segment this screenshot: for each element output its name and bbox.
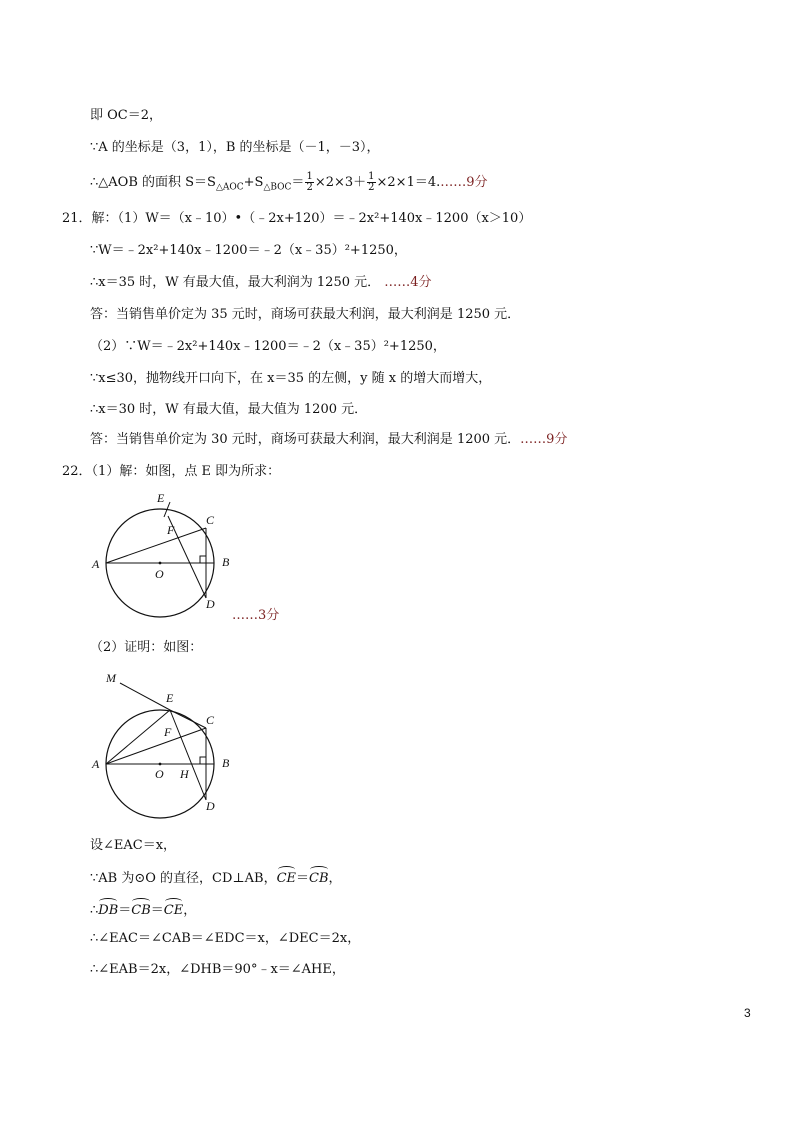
label-m: M (106, 671, 116, 685)
area-sub-boc: △BOC (263, 182, 292, 193)
frac-num: 1 (368, 171, 375, 182)
label-o: O (155, 767, 164, 781)
frac-num: 1 (306, 171, 313, 182)
arc-ce: CE (164, 898, 183, 921)
label-f: F (164, 725, 172, 739)
line-area (90, 172, 488, 198)
line-w-vertex: ∵W＝﹣2x²+140x﹣1200＝﹣2（x﹣35）²+1250， (90, 243, 407, 258)
segment-ae (106, 710, 170, 764)
arc-cb: CB (131, 898, 151, 921)
line-oc: 即 OC＝2， (90, 108, 163, 123)
page-number: 3 (744, 1006, 751, 1020)
line-end: ， (328, 871, 342, 886)
arc-cb: CB (309, 866, 329, 889)
label-e: E (157, 491, 165, 505)
area-end: ×2×1＝4. (376, 175, 441, 190)
answer-1: 答：当销售单价定为 35 元时，商场可获最大利润，最大利润是 1250 元． (90, 307, 521, 322)
arc-equals: ＝ (150, 903, 164, 918)
area-eq: ＝ (291, 175, 305, 190)
label-h: H (180, 767, 189, 781)
fraction-half-1 (305, 172, 313, 193)
center-dot (159, 562, 162, 565)
diameter-text: ∵AB 为⊙O 的直径，CD⊥AB， (90, 871, 277, 886)
label-o: O (155, 567, 164, 581)
right-angle-mark (200, 757, 206, 764)
max-profit-text: ∴x＝35 时，W 有最大值，最大利润为 1250 元． (90, 275, 381, 290)
figure-2 (88, 664, 248, 824)
therefore: ∴ (90, 903, 99, 918)
line-proof: （2）证明：如图： (90, 640, 203, 655)
label-f: F (167, 523, 175, 537)
segment-ed (170, 710, 206, 800)
area-sub-aoc: △AOC (215, 182, 244, 193)
label-e: E (166, 691, 174, 705)
answer-2-text: 答：当销售单价定为 30 元时，商场可获最大利润，最大利润是 1200 元． (90, 432, 521, 447)
figure-1-score: ……3分 (232, 608, 280, 623)
label-c: C (206, 713, 215, 727)
area-mid: ×2×3＋ (314, 175, 367, 190)
score-mark: ……4分 (384, 275, 432, 290)
label-a: A (92, 757, 100, 771)
line-max-profit (90, 273, 432, 293)
line-let-x: 设∠EAC＝x， (90, 838, 177, 853)
line-diameter (90, 866, 342, 889)
line-max-value: ∴x＝30 时，W 有最大值，最大值为 1200 元． (90, 402, 368, 417)
label-b: B (222, 756, 230, 770)
line-end: ， (183, 903, 197, 918)
segment-ac (106, 528, 206, 563)
arc-equals: ＝ (118, 903, 132, 918)
center-dot (159, 763, 162, 766)
line-angles-2: ∴∠EAB＝2x，∠DHB＝90°﹣x＝∠AHE， (90, 962, 345, 977)
arc-equals: ＝ (296, 871, 310, 886)
score-mark: ……9分 (440, 175, 488, 190)
segment-ac (106, 728, 206, 764)
arc-db: DB (98, 898, 118, 921)
label-b: B (222, 555, 230, 569)
arc-ce: CE (277, 866, 296, 889)
label-a: A (92, 557, 100, 571)
question-21: 21．解：（1）W＝（x﹣10）•（﹣2x+120）＝﹣2x²+140x﹣1200（x＞10） (62, 211, 532, 226)
label-d: D (206, 799, 215, 813)
segment-me (120, 683, 170, 710)
score-mark: ……9分 (520, 432, 568, 447)
line-coordinates: ∵A 的坐标是（3，1），B 的坐标是（－1，－3）， (90, 140, 380, 155)
line-parabola: ∵x≤30，抛物线开口向下，在 x＝35 的左侧，y 随 x 的增大而增大， (90, 371, 492, 386)
frac-den: 2 (306, 182, 313, 193)
line-part2: （2）∵W＝﹣2x²+140x﹣1200＝﹣2（x﹣35）²+1250， (90, 339, 446, 354)
answer-2 (90, 430, 567, 450)
line-arcs-equal (90, 898, 196, 921)
area-plus: +S (243, 175, 264, 190)
frac-den: 2 (368, 182, 375, 193)
area-pre: ∴△AOB 的面积 S＝S (90, 175, 216, 190)
figure-1 (88, 490, 248, 620)
right-angle-mark (200, 556, 206, 563)
segment-ec (170, 710, 206, 728)
label-c: C (206, 513, 215, 527)
label-d: D (206, 597, 215, 611)
line-angles: ∴∠EAC＝∠CAB＝∠EDC＝x，∠DEC＝2x， (90, 931, 361, 946)
fraction-half-2 (367, 172, 375, 193)
question-22: 22．（1）解：如图，点 E 即为所求： (62, 464, 281, 479)
